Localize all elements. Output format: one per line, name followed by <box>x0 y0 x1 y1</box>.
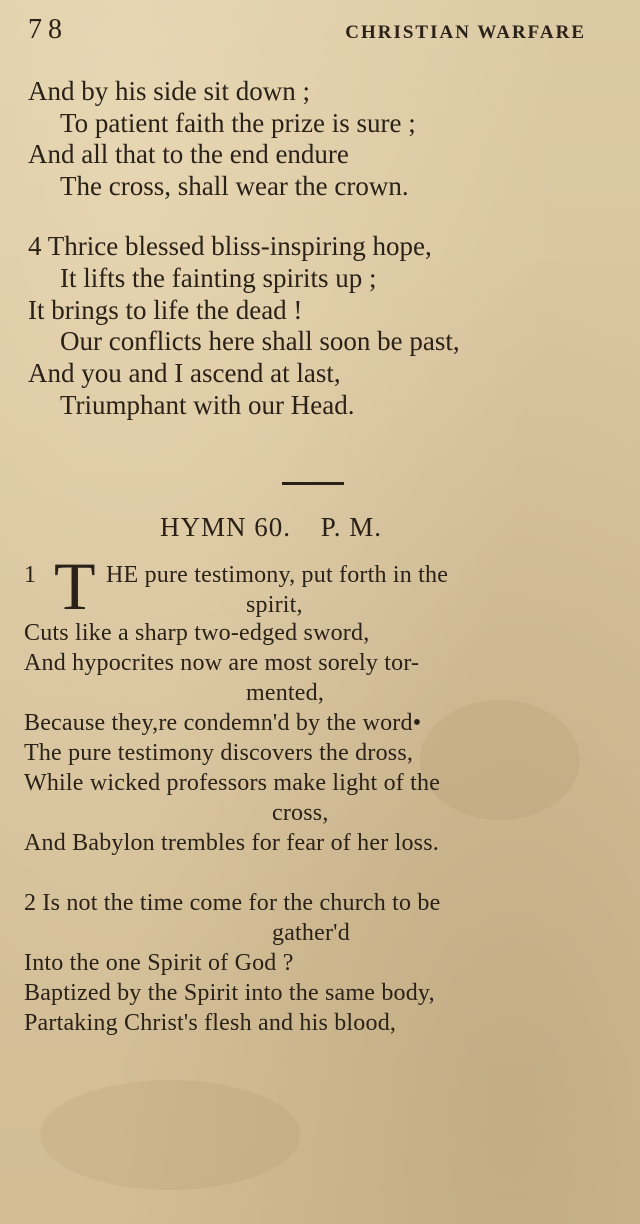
paper-stain <box>40 1080 300 1190</box>
verse-line: mented, <box>246 680 325 706</box>
section-divider <box>282 482 344 485</box>
verse-line: Baptized by the Spirit into the same body, <box>24 980 435 1006</box>
verse-line: Cuts like a sharp two-edged sword, <box>24 620 370 646</box>
verse-line: 2 Is not the time come for the church to be <box>24 890 441 916</box>
paper-stain <box>420 700 580 820</box>
verse-line: Into the one Spirit of God ? <box>24 950 294 976</box>
verse-line: HE pure testimony, put forth in the <box>106 562 449 588</box>
verse-line: And all that to the end endure <box>28 139 349 169</box>
verse-line: Because they,re condemn'd by the word• <box>24 710 422 736</box>
verse-line: The cross, shall wear the crown. <box>60 171 409 201</box>
page-number: 78 <box>28 14 68 45</box>
verse-line: While wicked professors make light of the <box>24 770 441 796</box>
verse-line: Partaking Christ's flesh and his blood, <box>24 1010 397 1036</box>
verse-line: And by his side sit down ; <box>28 76 311 106</box>
drop-cap: T <box>54 548 96 624</box>
verse-line: To patient faith the prize is sure ; <box>60 108 416 138</box>
hymn-heading <box>160 512 382 543</box>
verse-line: It lifts the fainting spirits up ; <box>60 263 377 293</box>
verse-line: gather'd <box>272 920 350 946</box>
verse-line: And hypocrites now are most sorely tor- <box>24 650 420 676</box>
hymn-meter: P. M. <box>320 512 383 542</box>
verse-line: It brings to life the dead ! <box>28 295 303 325</box>
verse-line: And Babylon trembles for fear of her loss. <box>24 830 439 856</box>
hymn-title: HYMN 60. <box>160 512 292 542</box>
verse-line: 4 Thrice blessed bliss-inspiring hope, <box>28 231 432 261</box>
verse-line: Triumphant with our Head. <box>60 390 355 420</box>
page-header <box>28 14 608 50</box>
verse-line: And you and I ascend at last, <box>28 358 341 388</box>
verse-number: 1 <box>24 562 37 588</box>
running-head: CHRISTIAN WARFARE <box>345 22 586 43</box>
verse-line: The pure testimony discovers the dross, <box>24 740 414 766</box>
verse-line: cross, <box>272 800 329 826</box>
verse-line: Our conflicts here shall soon be past, <box>60 326 460 356</box>
verse-line: spirit, <box>246 592 303 618</box>
